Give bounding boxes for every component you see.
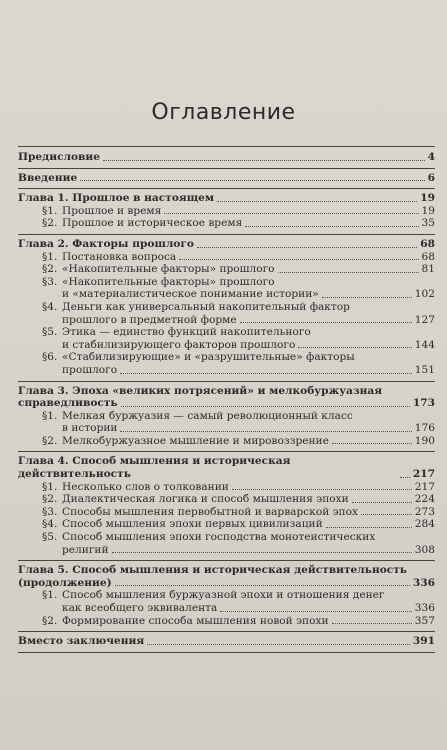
section-number: §1.	[42, 589, 58, 602]
page-number: 127	[414, 313, 435, 326]
leader-dots	[220, 611, 411, 612]
entry-label: Введение	[18, 171, 78, 184]
entry-label-line1: Глава 3. Эпоха «великих потрясений» и мелкобуржуазная	[18, 384, 383, 397]
leader-dots	[322, 297, 412, 298]
entry-label: Глава 4. Способ мышления и историческая действительность	[18, 455, 291, 481]
page-number: 81	[421, 263, 435, 276]
leader-dots	[240, 322, 412, 323]
page-number: 6	[427, 171, 435, 184]
leader-dots	[112, 552, 412, 553]
leader-dots	[326, 527, 412, 528]
page-number: 217	[412, 468, 435, 481]
page-number: 224	[414, 493, 435, 506]
section-number: §2.	[42, 217, 58, 230]
page-number: 336	[412, 576, 435, 589]
leader-dots	[115, 585, 410, 586]
entry-label-line2: справедливость	[18, 397, 118, 410]
entry-label: Вместо заключения	[18, 635, 145, 648]
entry-label: Способ мышления эпохи первых цивилизаций	[62, 518, 323, 531]
entry-label-line2: и «материалистическое понимание истории»	[62, 288, 319, 301]
section-number: §2.	[42, 614, 58, 627]
toc-entry-ch2-s2[interactable]	[18, 263, 435, 276]
section-number: §2.	[42, 263, 58, 276]
page-number: 190	[414, 434, 435, 447]
section-number: §2.	[42, 434, 58, 447]
entry-label-line2: как всеобщего эквивалента	[62, 602, 218, 614]
section-number: §1.	[42, 250, 58, 263]
leader-dots	[120, 431, 411, 432]
entry-label: «Накопительные факторы» прошлого	[62, 263, 275, 276]
page-number: 102	[414, 288, 435, 301]
toc-entry-chapter-3[interactable]	[18, 385, 435, 410]
leader-dots	[217, 201, 417, 202]
page-number: 217	[414, 480, 435, 493]
entry-label: Несколько слов о толковании	[62, 480, 229, 493]
page-number: 308	[414, 543, 435, 556]
leader-dots	[332, 623, 412, 624]
entry-label: Предисловие	[18, 151, 101, 163]
entry-label-line2: прошлого в предметной форме	[62, 313, 237, 326]
entry-label: Глава 2. Факторы прошлого	[18, 237, 194, 250]
page-number: 391	[412, 635, 435, 648]
leader-dots	[245, 226, 418, 227]
page-number: 176	[414, 422, 435, 435]
toc-entry-ch4-s5[interactable]	[18, 531, 435, 556]
section-number: §3.	[42, 505, 58, 518]
toc-entry-ch1-s1[interactable]	[18, 205, 435, 218]
toc-entry-chapter-2[interactable]	[18, 238, 435, 251]
entry-label-line1: Этика — единство функций накопительного	[62, 326, 311, 339]
entry-label-line1: Деньги как универсальный накопительный фактор	[62, 300, 350, 313]
leader-dots	[278, 272, 419, 273]
entry-label: Прошлое и время	[62, 204, 162, 217]
page-number: 151	[414, 363, 435, 376]
toc-entry-chapter-1[interactable]	[18, 192, 435, 205]
page-number: 68	[421, 250, 435, 263]
leader-dots	[121, 406, 410, 407]
entry-label-line2: религий	[62, 543, 109, 556]
toc-entry-ch5-s1[interactable]	[18, 589, 435, 614]
leader-dots	[179, 259, 418, 260]
page-number: 357	[414, 614, 435, 627]
leader-dots	[80, 180, 424, 181]
section-number: §5.	[42, 326, 58, 339]
leader-dots	[332, 443, 412, 444]
toc-entry-ch1-s2[interactable]	[18, 217, 435, 230]
entry-label: Способы мышления первобытной и варварской эпох	[62, 505, 358, 518]
page-number: 35	[421, 217, 435, 230]
toc-entry-ch2-s4[interactable]	[18, 301, 435, 326]
leader-dots	[361, 514, 412, 515]
leader-dots	[164, 213, 418, 214]
entry-label: Глава 1. Прошлое в настоящем	[18, 192, 215, 205]
toc-entry-ch3-s1[interactable]	[18, 410, 435, 435]
entry-label-line1: Глава 5. Способ мышления и историческая действительность	[18, 564, 407, 577]
toc-entry-ch5-s2[interactable]	[18, 615, 435, 628]
leader-dots	[103, 160, 425, 161]
toc-entry-ch4-s4[interactable]	[18, 518, 435, 531]
section-number: §4.	[42, 518, 58, 531]
toc-entry-ch4-s3[interactable]	[18, 506, 435, 519]
page-title: Оглавление	[151, 100, 296, 125]
entry-label-line1: Мелкая буржуазия — самый революционный класс	[62, 409, 353, 422]
entry-label: Мелкобуржуазное мышление и мировоззрение	[62, 434, 329, 447]
entry-label: Формирование способа мышления новой эпохи	[62, 614, 329, 627]
section-number: §1.	[42, 409, 58, 422]
page-number: 173	[412, 397, 435, 410]
entry-label: Постановка вопроса	[62, 250, 177, 263]
section-number: §6.	[42, 351, 58, 364]
entry-label-line1: Способ мышления эпохи господства монотеистических	[62, 531, 376, 544]
entry-label-line1: «Накопительные факторы» прошлого	[62, 275, 275, 288]
section-number: §1.	[42, 480, 58, 493]
page-number: 4	[427, 151, 435, 163]
leader-dots	[232, 489, 412, 490]
toc-entry-ch3-s2[interactable]	[18, 435, 435, 448]
toc-entry-conclusion[interactable]	[18, 635, 435, 648]
section-number: §2.	[42, 493, 58, 506]
page-number: 284	[414, 518, 435, 531]
page-number: 336	[414, 602, 435, 614]
section-number: §5.	[42, 531, 58, 544]
page-number: 68	[420, 237, 435, 250]
toc-entry-ch2-s3[interactable]	[18, 276, 435, 301]
page-number: 273	[414, 505, 435, 518]
leader-dots	[352, 502, 412, 503]
leader-dots	[298, 347, 411, 348]
page-number: 19	[420, 192, 435, 205]
toc-entry-intro[interactable]	[18, 172, 435, 185]
table-of-contents	[18, 146, 435, 653]
section-number: §4.	[42, 300, 58, 313]
entry-label-line2: (продолжение)	[18, 576, 112, 589]
leader-dots	[120, 373, 412, 374]
toc-entry-ch2-s5[interactable]	[18, 326, 435, 351]
toc-entry-ch4-s2[interactable]	[18, 493, 435, 506]
entry-label-line1: Способ мышления буржуазной эпохи и отношения денег	[62, 589, 385, 602]
entry-label-line2: в истории	[62, 422, 118, 435]
entry-label: Прошлое и историческое время	[62, 217, 243, 230]
toc-entry-ch4-s1[interactable]	[18, 481, 435, 494]
entry-label: Диалектическая логика и способ мышления эпохи	[62, 493, 349, 506]
leader-dots	[197, 247, 417, 248]
leader-dots	[400, 477, 410, 478]
entry-label-line2: и стабилизирующего факторов прошлого	[62, 338, 296, 351]
section-number: §3.	[42, 275, 58, 288]
entry-label-line2: прошлого	[62, 363, 118, 376]
toc-entry-chapter-4[interactable]	[18, 455, 435, 480]
toc-entry-chapter-5[interactable]	[18, 564, 435, 589]
page-number: 19	[421, 204, 435, 217]
divider	[18, 652, 435, 653]
section-number: §1.	[42, 204, 58, 217]
toc-entry-preface[interactable]	[18, 151, 435, 164]
page-number: 144	[414, 338, 435, 351]
toc-entry-ch2-s6[interactable]	[18, 351, 435, 376]
leader-dots	[147, 644, 410, 645]
entry-label-line1: «Стабилизирующие» и «разрушительные» факторы	[62, 351, 355, 364]
toc-entry-ch2-s1[interactable]	[18, 251, 435, 264]
